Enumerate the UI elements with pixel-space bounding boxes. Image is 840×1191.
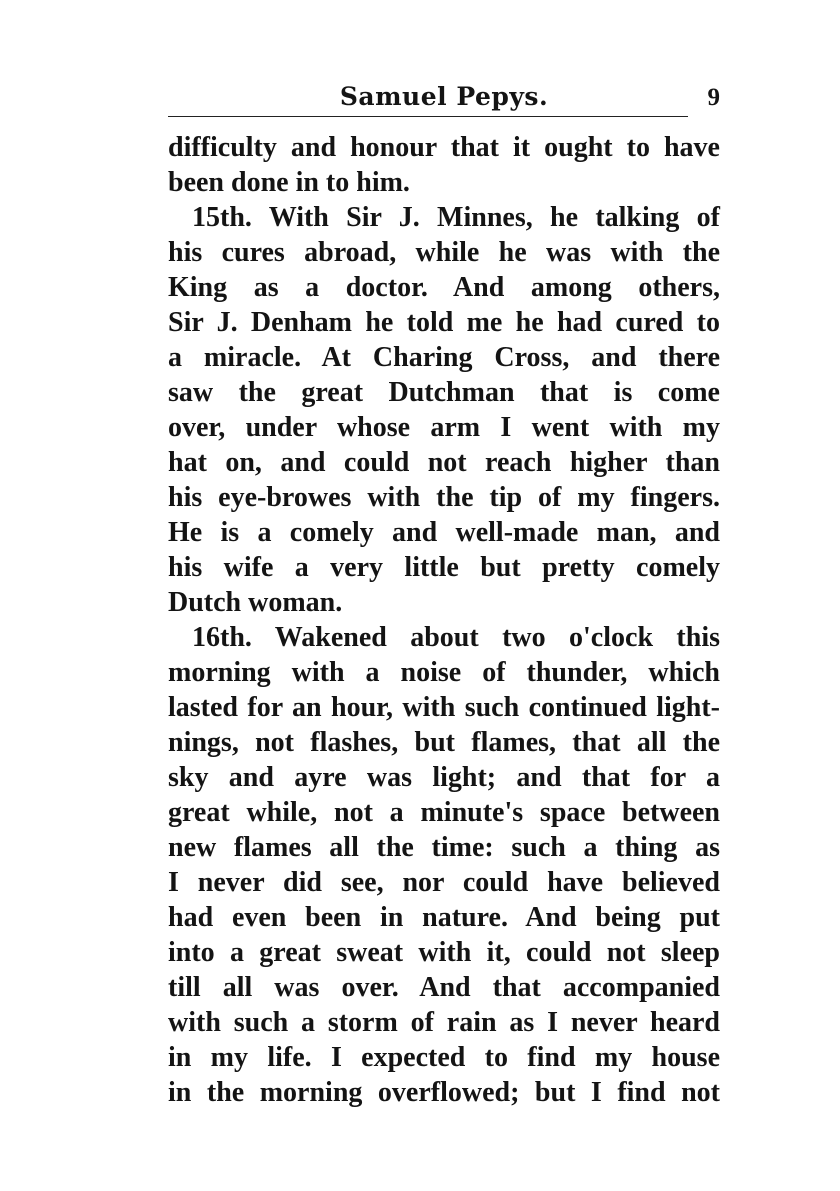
text-line: new flames all the time: such a thing as [168, 832, 720, 863]
text-line: He is a comely and well-made man, and [168, 517, 720, 548]
text-line: nings, not flashes, but flames, that all the [168, 727, 720, 758]
text-line: his cures abroad, while he was with the [168, 237, 720, 268]
text-line: saw the great Dutchman that is come [168, 377, 720, 408]
text-line: with such a storm of rain as I never heard [168, 1007, 720, 1038]
header-rule [168, 116, 688, 117]
text-line: morning with a noise of thunder, which [168, 657, 720, 688]
running-title: Samuel Pepys. [339, 82, 549, 111]
text-line: his eye-browes with the tip of my fingers. [168, 482, 720, 513]
text-line: Dutch woman. [168, 587, 343, 618]
text-line: in the morning overflowed; but I find not [168, 1077, 720, 1108]
text-line: in my life. I expected to find my house [168, 1042, 720, 1073]
body-text [168, 130, 720, 1110]
text-line: 16th. Wakened about two o'clock this [192, 622, 720, 653]
text-line: his wife a very little but pretty comely [168, 552, 720, 583]
page-header [168, 80, 720, 122]
text-line: had even been in nature. And being put [168, 902, 720, 933]
text-line: I never did see, nor could have believed [168, 867, 720, 898]
text-line: King as a doctor. And among others, [168, 272, 720, 303]
text-line: over, under whose arm I went with my [168, 412, 720, 443]
text-line: difficulty and honour that it ought to have [168, 132, 720, 163]
text-line: great while, not a minute's space between [168, 797, 720, 828]
text-line: a miracle. At Charing Cross, and there [168, 342, 720, 373]
text-line: Sir J. Denham he told me he had cured to [168, 307, 720, 338]
text-line: sky and ayre was light; and that for a [168, 762, 720, 793]
page-number: 9 [707, 84, 720, 111]
text-line: been done in to him. [168, 167, 410, 198]
text-line: till all was over. And that accompanied [168, 972, 720, 1003]
text-line: lasted for an hour, with such continued light- [168, 692, 720, 723]
text-line: into a great sweat with it, could not sleep [168, 937, 720, 968]
text-line: 15th. With Sir J. Minnes, he talking of [192, 202, 720, 233]
text-line: hat on, and could not reach higher than [168, 447, 720, 478]
